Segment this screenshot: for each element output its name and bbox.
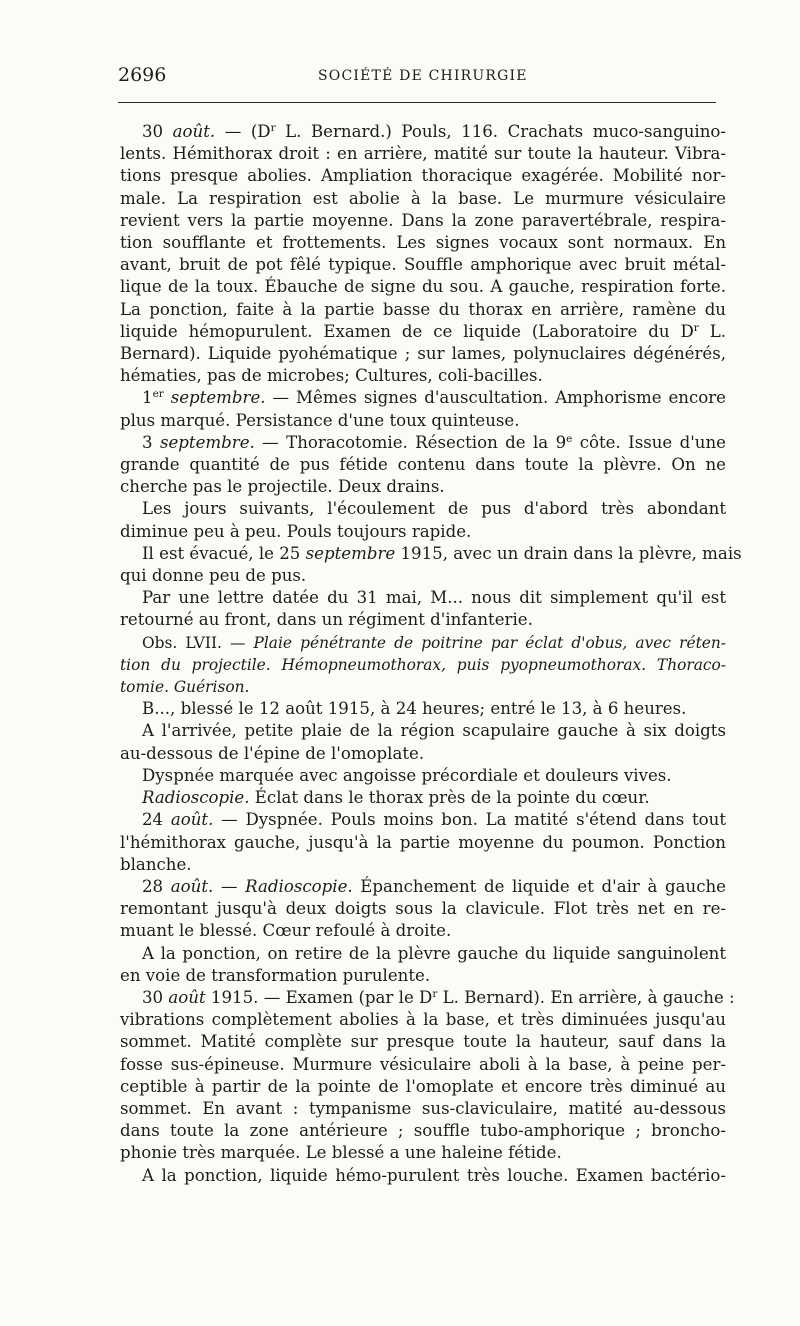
- text-line: 24 août. — Dyspnée. Pouls moins bon. La matité s'étend dans tout: [142, 810, 726, 830]
- text-line: ceptible à partir de la pointe de l'omoplate et encore très diminué au: [120, 1076, 726, 1096]
- text-line: 30 août. — ($D^r$ L. Bernard.) Pouls, 116. Crachats muco-sanguino-: [142, 122, 727, 141]
- text-line: 3 septembre. — Thoracotomie. Résection de la 9e côte. Issue d'une: [142, 432, 727, 452]
- text-line: fosse sus-épineuse. Murmure vésiculaire aboli à la base, à peine per-: [120, 1054, 726, 1074]
- text-line: B..., blessé le 12 août 1915, à 24 heures; entré le 13, à 6 heures.: [142, 699, 687, 719]
- text-line: plus marqué. Persistance d'une toux quinteuse.: [120, 410, 520, 430]
- text-line: A l'arrivée, petite plaie de la région scapulaire gauche à six doigts: [142, 721, 726, 741]
- text-line: au-dessous de l'épine de l'omoplate.: [120, 743, 425, 763]
- observation-heading: Obs. LVII. — Plaie pénétrante de poitrine par éclat d'obus, avec réten-: [142, 633, 727, 652]
- header-rule: [118, 102, 716, 103]
- observation-heading-line: tomie. Guérison.: [120, 678, 250, 697]
- text-line: Les jours suivants, l'écoulement de pus d'abord très abondant: [142, 499, 726, 519]
- text-line: 1er septembre. — Mêmes signes d'auscultation. Amphorisme encore: [142, 388, 726, 408]
- text-line: liquide hémopurulent. Examen de ce liquide (Laboratoire du $D^r$ L.: [120, 321, 727, 341]
- text-line: La ponction, faite à la partie basse du thorax en arrière, ramène du: [120, 299, 726, 319]
- text-line: qui donne peu de pus.: [120, 566, 307, 586]
- text-line: 30 août 1915. — Examen (par le $D^r$ L. Bernard). En arrière, à gauche :: [142, 987, 735, 1007]
- running-title: SOCIÉTÉ DE CHIRURGIE: [318, 68, 528, 84]
- text-line: revient vers la partie moyenne. Dans la zone paravertébrale, respira-: [120, 210, 726, 230]
- text-line: dans toute la zone antérieure ; souffle tubo-amphorique ; broncho-: [120, 1121, 726, 1141]
- text-line: Dyspnée marquée avec angoisse précordiale et douleurs vives.: [142, 765, 672, 785]
- observation-heading-line: tion du projectile. Hémopneumothorax, puis pyopneumothorax. Thoraco-: [120, 655, 726, 674]
- text-line: retourné au front, dans un régiment d'infanterie.: [120, 610, 533, 630]
- text-line: l'hémithorax gauche, jusqu'à la partie moyenne du poumon. Ponction: [120, 832, 726, 852]
- page-number: 2696: [118, 64, 167, 86]
- text-line: phonie très marquée. Le blessé a une haleine fétide.: [120, 1143, 562, 1163]
- text-line: Par une lettre datée du 31 mai, M... nous dit simplement qu'il est: [142, 588, 726, 608]
- text-line: 28 août. — Radioscopie. Épanchement de liquide et d'air à gauche: [142, 876, 726, 896]
- text-line: lique de la toux. Ébauche de signe du sou. A gauche, respiration forte.: [120, 277, 726, 297]
- text-line: sommet. En avant : tympanisme sus-claviculaire, matité au-dessous: [120, 1098, 726, 1118]
- text-line: lents. Hémithorax droit : en arrière, matité sur toute la hauteur. Vibra-: [120, 144, 726, 164]
- text-line: Bernard). Liquide pyohématique ; sur lames, polynuclaires dégénérés,: [120, 344, 726, 364]
- text-line: tions presque abolies. Ampliation thoracique exagérée. Mobilité nor-: [120, 166, 726, 186]
- text-line: grande quantité de pus fétide contenu dans toute la plèvre. On ne: [120, 455, 726, 475]
- text-line: diminue peu à peu. Pouls toujours rapide.: [120, 521, 472, 541]
- text-line: cherche pas le projectile. Deux drains.: [120, 477, 445, 497]
- text-line: remontant jusqu'à deux doigts sous la clavicule. Flot très net en re-: [120, 899, 726, 919]
- text-line: vibrations complètement abolies à la base, et très diminuées jusqu'au: [120, 1010, 726, 1030]
- text-line: hématies, pas de microbes; Cultures, coli-bacilles.: [120, 366, 543, 386]
- text-line: A la ponction, on retire de la plèvre gauche du liquide sanguinolent: [142, 943, 726, 963]
- text-line: en voie de transformation purulente.: [120, 965, 431, 985]
- text-line: avant, bruit de pot fêlé typique. Souffle amphorique avec bruit métal-: [120, 255, 726, 275]
- page-header: [118, 64, 726, 90]
- text-line: tion soufflante et frottements. Les signes vocaux sont normaux. En: [120, 233, 726, 253]
- text-line: blanche.: [120, 854, 192, 874]
- text-line: male. La respiration est abolie à la base. Le murmure vésiculaire: [120, 188, 726, 208]
- text-line: A la ponction, liquide hémo-purulent très louche. Examen bactério-: [142, 1165, 726, 1185]
- text-line: muant le blessé. Cœur refoulé à droite.: [120, 921, 452, 941]
- body-text: [120, 121, 742, 1187]
- text-line: sommet. Matité complète sur presque toute la hauteur, sauf dans la: [120, 1032, 726, 1052]
- text-line: Il est évacué, le 25 septembre 1915, avec un drain dans la plèvre, mais: [142, 543, 742, 563]
- text-line: Radioscopie. Éclat dans le thorax près de la pointe du cœur.: [142, 788, 650, 808]
